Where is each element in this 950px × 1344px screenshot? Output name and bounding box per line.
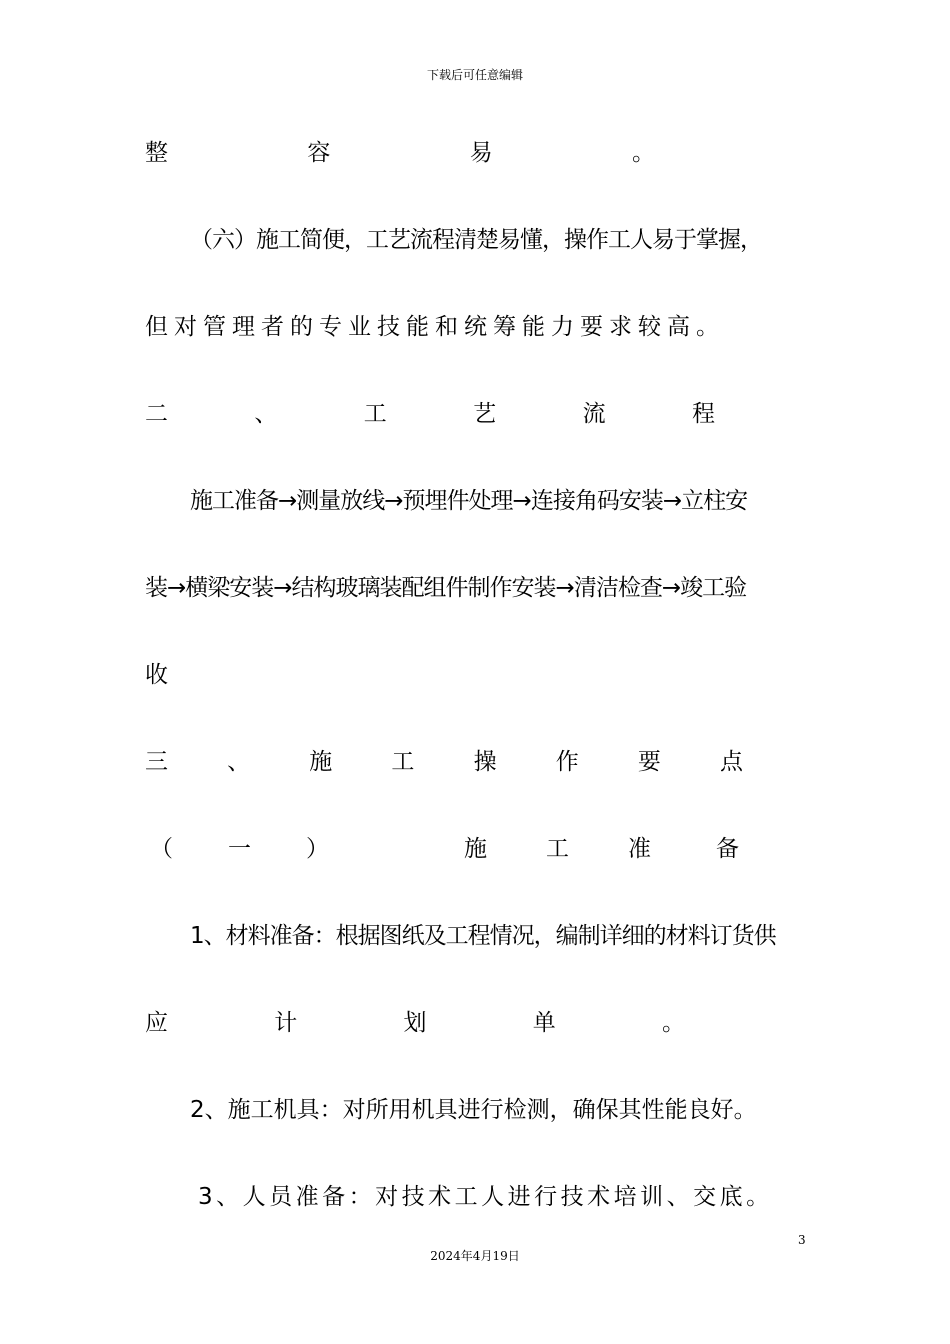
char: 作	[555, 749, 579, 775]
char: 划	[403, 1010, 427, 1036]
section-heading-2	[145, 399, 715, 429]
text-line-7: 收	[145, 662, 168, 688]
char: 准	[628, 836, 651, 862]
page-header: 下载后可任意编辑	[426, 68, 523, 82]
page-number: 3	[798, 1233, 806, 1247]
text-line-5: 施工准备→测量放线→预埋件处理→连接角码安装→立柱安	[190, 488, 748, 514]
char: 应	[145, 1010, 168, 1036]
char: 工	[546, 836, 569, 862]
char: 计	[274, 1010, 298, 1036]
char: 二	[145, 401, 168, 427]
char: 施	[309, 749, 333, 775]
char: 三	[145, 749, 168, 775]
char: 备	[716, 836, 739, 862]
char: 操	[473, 749, 497, 775]
char: 整	[145, 140, 168, 166]
char: 工	[363, 401, 387, 427]
char: 一	[228, 836, 251, 862]
char: 施	[464, 836, 487, 862]
page-footer-date: 2024年4月19日	[430, 1249, 520, 1263]
char: 点	[719, 749, 743, 775]
char: 工	[391, 749, 415, 775]
char: 易	[469, 140, 493, 166]
char: 、	[254, 401, 278, 427]
text-line-3: 但对管理者的专业技能和统筹能力要求较高。	[145, 314, 725, 340]
char: 程	[691, 401, 715, 427]
text-line-6: 装→横梁安装→结构玻璃装配组件制作安装→清洁检查→竣工验	[145, 575, 747, 601]
text-line-13: 3、人员准备：对技术工人进行技术培训、交底。	[198, 1184, 773, 1210]
text-line-2: （六）施工简便，工艺流程清楚易懂，操作工人易于掌握，	[190, 227, 762, 253]
char: 。	[631, 140, 655, 166]
char: （	[150, 836, 173, 862]
section-heading-3	[145, 747, 743, 777]
char: 流	[582, 401, 606, 427]
char: 艺	[473, 401, 497, 427]
char: 容	[307, 140, 331, 166]
text-line-10: 1、材料准备：根据图纸及工程情况，编制详细的材料订货供	[190, 923, 776, 949]
char: 要	[637, 749, 661, 775]
text-line-1	[145, 138, 655, 168]
text-line-12: 2、施工机具：对所用机具进行检测，确保其性能良好。	[190, 1097, 757, 1123]
char: 、	[227, 749, 251, 775]
char: 。	[662, 1010, 685, 1036]
text-line-11	[145, 1008, 685, 1038]
char: ）	[306, 836, 329, 862]
char: 单	[532, 1010, 556, 1036]
